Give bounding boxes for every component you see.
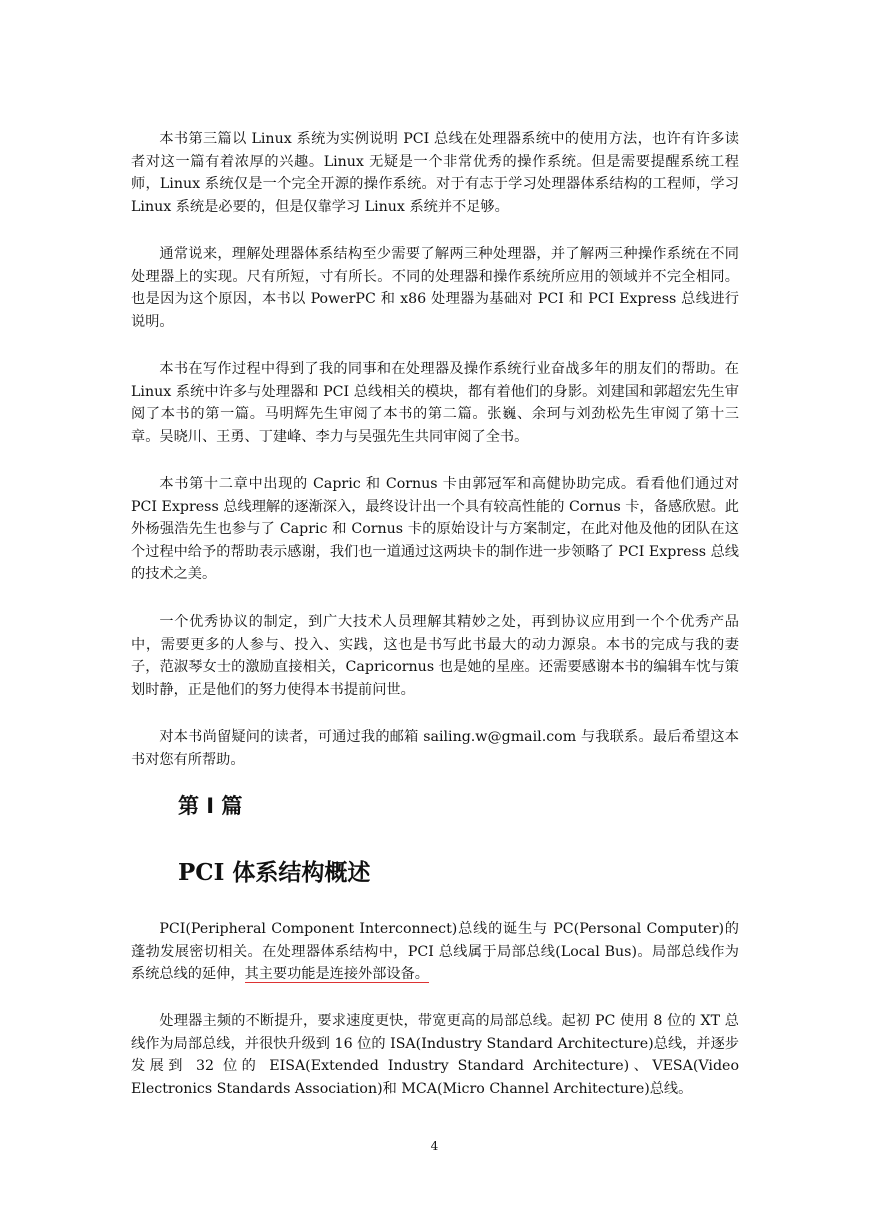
paragraph-capric-cornus: 本书第十二章中出现的 Capric 和 Cornus 卡由郭冠军和高健协助完成。看看他们通过对 PCI Express 总线理解的逐渐深入，最终设计出一个具有较高性能的 Cornus 卡，备感欣慰。此外杨强浩先生也参与了 Capric 和 Cornus 卡的原始设计与方案制定，在此对他及他的团队在这个过程中给予的帮助表示感谢，我们也一道通过这两块卡的制作进一步领略了 PCI Express 总线的技术之美。 (131, 476, 739, 582)
paragraph-linux-section: 本书第三篇以 Linux 系统为实例说明 PCI 总线在处理器系统中的使用方法，也许有许多读者对这一篇有着浓厚的兴趣。Linux 无疑是一个非常优秀的操作系统。但是需要提醒系统工程师，Linux 系统仅是一个完全开源的操作系统。对于有志于学习处理器体系结构的工程师，学习 Linux 系统是必要的，但是仅靠学习 Linux 系统并不足够。 (131, 131, 739, 215)
part-label: 第 I 篇 (178, 794, 243, 818)
paragraph-pci-intro (131, 918, 739, 986)
page-number: 4 (430, 1139, 439, 1153)
paragraph-contact: 对本书尚留疑问的读者，可通过我的邮箱 sailing.w@gmail.com 与我联系。最后希望这本书对您有所帮助。 (131, 729, 739, 768)
pci-intro-text: PCI(Peripheral Component Interconnect)总线的诞生与 PC(Personal Computer)的蓬勃发展密切相关。在处理器体系结构中，PCI 总线属于局部总线(Local Bus)。局部总线作为系统总线的延伸， (131, 921, 739, 982)
paragraph-processor-architecture: 通常说来，理解处理器体系结构至少需要了解两三种处理器，并了解两三种操作系统在不同处理器上的实现。尺有所短，寸有所长。不同的处理器和操作系统所应用的领域并不完全相同。也是因为这个原因，本书以 PowerPC 和 x86 处理器为基础对 PCI 和 PCI Express 总线进行说明。 (131, 246, 739, 330)
part-title-rest: 体系结构概述 (224, 860, 371, 886)
part-title-bold: PCI (178, 859, 225, 886)
part-title (178, 854, 370, 887)
underlined-phrase: 其主要功能是连接外部设备。 (244, 966, 429, 982)
paragraph-bus-evolution: 处理器主频的不断提升，要求速度更快，带宽更高的局部总线。起初 PC 使用 8 位的 XT 总线作为局部总线，并很快升级到 16 位的 ISA(Industry Standard Architecture)总线，并逐步发展到 32 位的 EISA(Extended Industry Standard Architecture)、VESA(Video Electronics Standards Association)和 MCA(Micro Channel Architecture)总线。 (131, 1013, 739, 1097)
paragraph-acknowledgements-reviewers: 本书在写作过程中得到了我的同事和在处理器及操作系统行业奋战多年的朋友们的帮助。在 Linux 系统中许多与处理器和 PCI 总线相关的模块，都有着他们的身影。刘建国和郭超宏先生审阅了本书的第一篇。马明辉先生审阅了本书的第二篇。张巍、余珂与刘劲松先生审阅了第十三章。吴晓川、王勇、丁建峰、李力与吴强先生共同审阅了全书。 (131, 361, 739, 445)
paragraph-acknowledgements-family: 一个优秀协议的制定，到广大技术人员理解其精妙之处，再到协议应用到一个个优秀产品中，需要更多的人参与、投入、实践，这也是书写此书最大的动力源泉。本书的完成与我的妻子，范淑琴女士的激励直接相关，Capricornus 也是她的星座。还需要感谢本书的编辑车忱与策划时静，正是他们的努力使得本书提前问世。 (131, 614, 739, 698)
